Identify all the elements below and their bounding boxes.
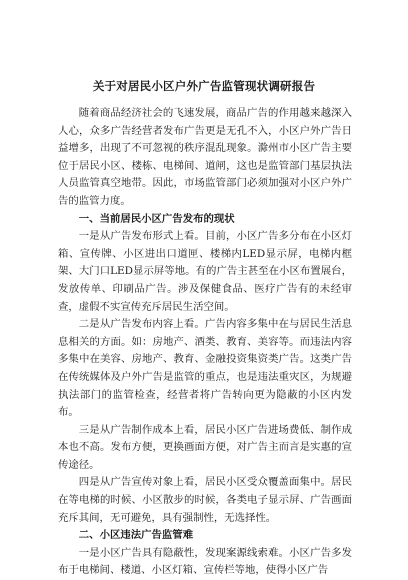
document-body bbox=[58, 105, 352, 580]
section-heading-2: 二、小区违法广告监管难 bbox=[78, 529, 194, 542]
paragraph-4: 四是从广告宣传对象上看，居民小区受众覆盖面集中。居民在等电梯的时候、小区散步的时候，各类电子显示屏、广告画面充斥其间，无可避免，具有强制性，无选择性。 bbox=[58, 476, 352, 524]
paragraph-2: 二是从广告发布内容上看。广告内容多集中在与居民生活息息相关的方面。如：房地产、酒类、教育、美容等。而违法内容多集中在美容、房地产、教育、金融投资集资类广告。这类广告在传统媒体及户外广告是监管的重点，也是违法重灾区，为规避执法部门的监管检查，经营者将广告转向更为隐蔽的小区内发布。 bbox=[58, 318, 352, 419]
document-title: 关于对居民小区户外广告监管现状调研报告 bbox=[92, 79, 316, 93]
paragraph-5: 一是小区广告具有隐蔽性，发现案源线索难。小区广告多发布于电梯间、楼道、小区灯箱、宣传栏等地，使得小区广告 bbox=[58, 546, 352, 577]
section-heading-1: 一、当前居民小区广告发布的现状 bbox=[78, 212, 235, 225]
intro-paragraph: 随着商品经济社会的飞速发展，商品广告的作用越来越深入人心，众多广告经营者发布广告更是无孔不入，小区户外广告日益增多，出现了不可忽视的秩序混乱现象。滁州市小区广告主要位于居民小区、楼栋、电梯间、道闸，这也是监管部门基层执法人员监管真空地带。因此，市场监管部门必须加强对小区户外广告的监管力度。 bbox=[58, 107, 352, 207]
paragraph-3: 三是从广告制作成本上看，居民小区广告进场费低、制作成本也不高。发布方便，更换画面方便，对广告主而言是实惠的宣传途径。 bbox=[58, 423, 352, 471]
paragraph-1: 一是从广告发布形式上看。目前，小区广告多分布在小区灯箱、宣传牌、小区进出口道匣、楼梯内LED显示屏，电梯内框架、大门口LED显示屏等地。有的广告主甚至在小区布置展台，发放传单、印刷品广告。涉及保健食品、医疗广告有的未经审查，虚假不实宣传充斥居民生活空间。 bbox=[58, 230, 352, 313]
